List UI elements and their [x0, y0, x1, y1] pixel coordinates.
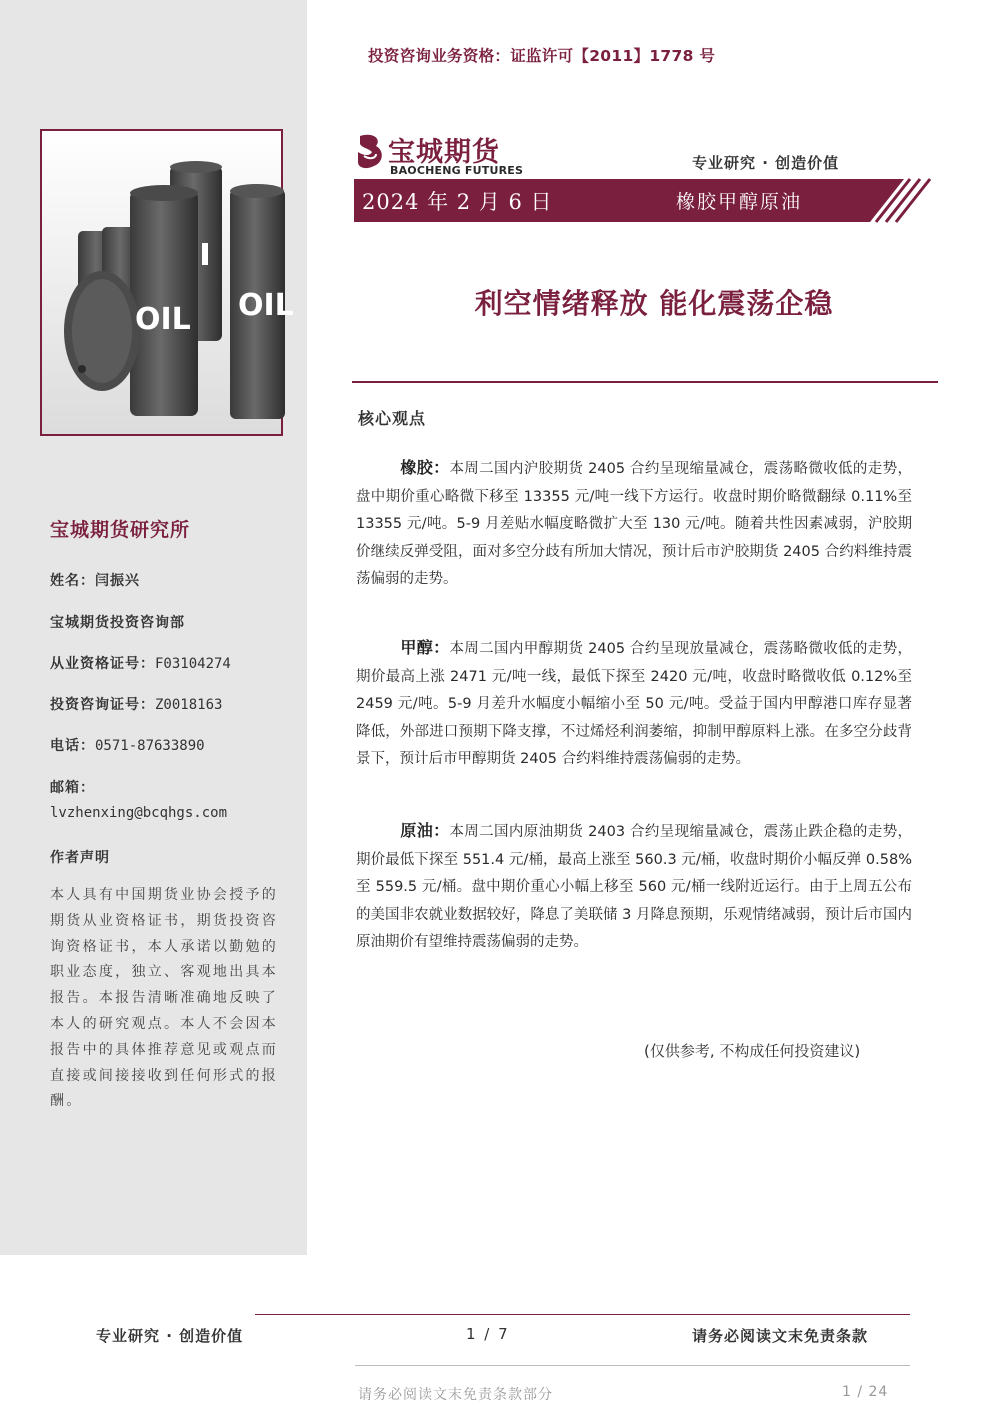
oil-barrels-image — [40, 129, 294, 436]
oil-barrels-illustration — [42, 131, 294, 434]
phone-row — [50, 735, 205, 755]
footer-page-number: 1 / 7 — [466, 1325, 510, 1343]
logo-chinese-name: 宝城期货 — [388, 137, 500, 168]
author-name-value: 闫振兴 — [95, 573, 140, 589]
investment-disclaimer: (仅供参考, 不构成任何投资建议) — [644, 1042, 861, 1060]
crude-oil-text: 本周二国内原油期货 2403 合约呈现缩量减仓，震荡止跌企稳的走势，期价最低下探至 551.4 元/桶，最高上涨至 560.3 元/桶，收盘时期价小幅反弹 0.58%至 559.5 元/桶。盘中期价重心小幅上移至 560 元/桶一线附近运行。由于上周五公布的美国非农就业数据较好，降息了美联储 3 月降息预期，乐观情绪减弱，预计后市国内原油期价有望维持震荡偏弱的走势。 — [356, 824, 912, 950]
email-label: 邮箱： — [50, 780, 95, 796]
license-text: 投资咨询业务资格：证监许可【2011】1778 号 — [368, 47, 716, 65]
banner-stripes-icon — [862, 179, 938, 222]
email-link[interactable]: lvzhenxing@bcqhgs.com — [50, 805, 228, 821]
report-topic: 橡胶甲醇原油 — [676, 191, 803, 213]
methanol-lead: 甲醇： — [400, 638, 450, 657]
logo-mark-icon — [354, 132, 386, 178]
consulting-label: 投资咨询证号： — [50, 697, 155, 713]
company-logo — [354, 132, 524, 180]
footer-divider — [255, 1314, 910, 1315]
bottom-divider — [355, 1365, 910, 1366]
methanol-paragraph — [356, 634, 912, 774]
consulting-value: Z0018163 — [155, 697, 223, 713]
footer-notice: 请务必阅读文末免责条款 — [692, 1327, 869, 1345]
qualification-label: 从业资格证号： — [50, 656, 155, 672]
author-name-label: 姓名： — [50, 573, 95, 589]
bottom-notice: 请务必阅读文末免责条款部分 — [358, 1387, 553, 1403]
rubber-paragraph — [356, 454, 912, 594]
phone-label: 电话： — [50, 738, 95, 754]
report-date: 2024 年 2 月 6 日 — [362, 190, 553, 214]
core-view-heading: 核心观点 — [358, 409, 427, 428]
title-divider — [352, 381, 938, 383]
author-name-row — [50, 570, 140, 590]
author-statement: 本人具有中国期货业协会授予的期货从业资格证书，期货投资咨询资格证书，本人承诺以勤勉的职业态度，独立、客观地出具本报告。本报告清晰准确地反映了本人的研究观点。本人不会因本报告中的具体推荐意见或观点而直接或间接接收到任何形式的报酬。 — [50, 887, 278, 1110]
statement-heading: 作者声明 — [50, 850, 110, 866]
footer-slogan: 专业研究 · 创造价值 — [96, 1327, 244, 1345]
department-row: 宝城期货投资咨询部 — [50, 615, 185, 631]
crude-oil-paragraph — [356, 817, 912, 957]
consulting-row — [50, 694, 222, 714]
report-title: 利空情绪释放 能化震荡企稳 — [474, 287, 834, 320]
header-slogan: 专业研究 · 创造价值 — [692, 154, 840, 172]
barrel-label-front: OIL — [135, 302, 191, 337]
qualification-value: F03104274 — [155, 656, 231, 672]
phone-value: 0571-87633890 — [95, 738, 205, 754]
rubber-text: 本周二国内沪胶期货 2405 合约呈现缩量减仓，震荡略微收低的走势，盘中期价重心略微下移至 13355 元/吨一线下方运行。收盘时期价略微翻绿 0.11%至 13355 元/吨。5-9 月差贴水幅度略微扩大至 130 元/吨。随着共性因素减弱，沪胶期价继续反弹受阻，面对多空分歧有所加大情况，预计后市沪胶期货 2405 合约料维持震荡偏弱的走势。 — [356, 461, 912, 587]
logo-english-name: BAOCHENG FUTURES — [390, 164, 524, 177]
qualification-row — [50, 653, 231, 673]
crude-oil-lead: 原油： — [400, 821, 450, 840]
rubber-lead: 橡胶： — [400, 458, 450, 477]
bottom-page-number: 1 / 24 — [842, 1384, 889, 1400]
institute-name: 宝城期货研究所 — [50, 519, 191, 541]
date-banner — [354, 179, 938, 222]
barrel-label-right: OIL — [238, 288, 294, 323]
methanol-text: 本周二国内甲醇期货 2405 合约呈现放量减仓，震荡略微收低的走势，期价最高上涨 2471 元/吨一线，最低下探至 2420 元/吨，收盘时略微收低 0.12%至 2459 元/吨。5-9 月差升水幅度小幅缩小至 50 元/吨。受益于国内甲醇港口库存显著降低，外部进口预期下降支撑，不过烯烃利润萎缩，抑制甲醇原料上涨。在多空分歧背景下，预计后市甲醇期货 2405 合约料维持震荡偏弱的走势。 — [356, 641, 912, 767]
